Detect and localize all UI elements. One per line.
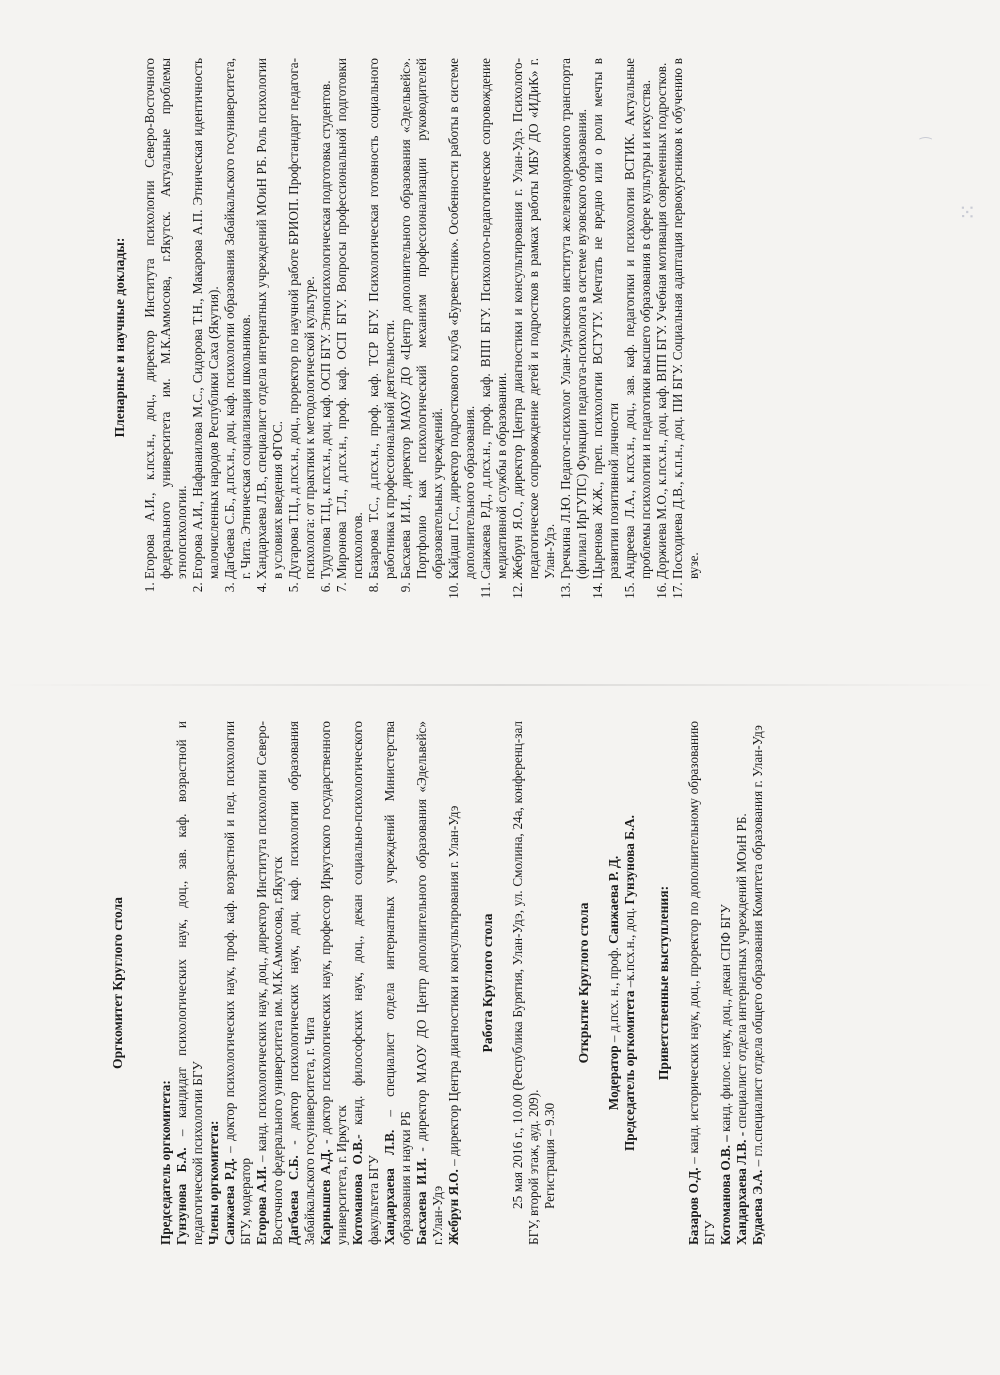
greeting-name: Базаров О.Д. (686, 1167, 701, 1245)
greeting-name: Будаева Э.А. (750, 1169, 765, 1245)
greeting-entry (718, 721, 734, 1245)
greeting-name: Котоманова О.В. – (718, 1135, 733, 1245)
member-name: Хандархаева Л.В. (382, 1129, 397, 1245)
member-name: Котоманова О.В.- (350, 1134, 365, 1245)
moderator-text: – д.псх. н., проф. (606, 947, 621, 1046)
report-item: 7. Миронова Т.Л., д.псх.н., проф. каф. ОСП БГУ. Вопросы профессиональной подготовки психологов. (334, 58, 366, 579)
member-entry (350, 721, 382, 1245)
greetings-title: Приветственные выступления: (656, 885, 671, 1081)
report-item: 14. Цыренова Ж.Ж., преп. психологии ВСГУТУ. Мечтать не вредно или о роли мечты в развитии позитивной личности (590, 58, 622, 579)
report-item: 8. Базарова Т.С., д.псх.н., проф. каф. ТСР БГУ. Психологическая готовность социального работника к профессиональной деятельности. (366, 58, 398, 579)
member-text: – директор Центра диагностики и консультирования г. Улан-Удэ (446, 805, 461, 1170)
chair-entry (174, 721, 206, 1245)
report-item: 11. Санжаева Р.Д., д.псх.н., проф. каф. ВПП БГУ. Психолого-педагогическое сопровождение медиативной службы в образовании. (478, 58, 510, 579)
report-item: 5. Дугарова Т.Ц., д.псх.н., доц., проректор по научной работе БРИОП. Профстандарт педагога-психолога: от практики к методологической культуре. (286, 58, 318, 579)
report-item: 2. Егорова А.И., Нафанаилова М.С., Сидорова Т.Н., Макарова А.П. Этническая идентичность малочисленных народов Республики Саха (Якутия). (190, 58, 222, 579)
greeting-text: канд. филос. наук, доц., декан СПФ БГУ (718, 904, 733, 1136)
reports-list (142, 58, 702, 617)
member-entry (446, 721, 462, 1245)
member-text: – канд. психологических наук, доц., директор Института психологии Северо-Восточного федерального университета им. М.К.Аммосова, г.Якутск (254, 721, 285, 1245)
member-name: Басхаева И.И. (414, 1157, 429, 1245)
work-details: 25 мая 2016 г., 10.00 (Республика Бурятия, Улан-Удэ, ул. Смолина, 24а, конференц-зал БГУ, второй этаж, ауд. 209). (510, 721, 541, 1245)
report-item: 3. Дагбаева С.Б., д.псх.н., доц. каф. психологии образования Забайкальского госуниверситета, г. Чита. Этническая социализация школьников. (222, 58, 254, 579)
member-name: Санжаева Р.Д. (222, 1158, 237, 1245)
member-name: Карнышев А.Д. (318, 1149, 333, 1245)
greeting-text: – гл.специалист отдела общего образования Комитета образования г. Улан-Удэ (750, 725, 765, 1170)
member-entry (286, 721, 318, 1245)
opening-title: Открытие Круглого стола (576, 902, 591, 1064)
moderator-name: Санжаева Р. Д. (606, 855, 621, 944)
member-entry (222, 721, 254, 1245)
moderator-line (606, 721, 622, 1245)
greeting-entry (686, 721, 718, 1245)
member-text: канд. философских наук, доц., декан социально-психологического факультета БГУ (350, 721, 381, 1245)
member-name: Дагбаева С.Б. (286, 1155, 301, 1245)
report-item: 6. Тудупова Т.Ц., к.псх.н., доц. каф. ОСП БГУ. Этнопсихологическая подготовка студентов. (318, 58, 334, 579)
greeting-text: – канд. исторических наук, доц., проректор по дополнительному образованию БГУ (686, 721, 717, 1245)
scan-speck: ⁙ (958, 200, 977, 225)
greeting-entry (734, 721, 750, 1245)
report-item: 16. Доржиева М.О., к.псх.н., доц. каф. ВПП БГУ. Учебная мотивация современных подростков. (654, 58, 670, 579)
greeting-entry (750, 721, 766, 1245)
report-item: 10. Кайдаш Г.С., директор подросткового клуба «Буревестник». Особенности работы в системе дополнительного образования. (446, 58, 478, 579)
reports-title: Пленарные и научные доклады: (112, 237, 127, 438)
greeting-name: Хандархаева Л.В. - (734, 1131, 749, 1245)
member-text: - доктор психологических наук, доц. каф. психологии образования Забайкальского госуниверситета, г. Чита (286, 721, 317, 1245)
report-item: 9. Басхаева И.И., директор МАОУ ДО «Центр дополнительного образования «Эдельвейс». Портфолио как психологический механизм профессионализации руководителей образовательных учреждений. (398, 58, 446, 579)
greeting-text: специалист отдела интернатных учреждений МОиН РБ. (734, 813, 749, 1132)
opening-chair-name: Гунзунова Б.А. (622, 815, 637, 905)
chair-text: – кандидат психологических наук, доц., зав. каф. возрастной и педагогической психологии БГУ (174, 721, 205, 1245)
work-registration: Регистрация – 9.30 (542, 1102, 557, 1209)
member-text: – доктор психологических наук, проф. каф. возрастной и пед. психологии БГУ, модератор (222, 720, 253, 1245)
report-item: 17. Посходиева Д.В., к.п.н., доц. ПИ БГУ. Социальная адаптация первокурсников к обучению в вузе. (670, 58, 702, 579)
member-entry (254, 721, 286, 1245)
member-name: Жебрун Я.О. (446, 1169, 461, 1245)
member-entry (382, 721, 414, 1245)
chair-name: Гунзунова Б.А. (174, 1147, 189, 1245)
member-text: - доктор психологических наук, профессор Иркутского государственного университета, г. Иркутск (318, 721, 349, 1245)
member-entry (318, 721, 350, 1245)
report-item: 1. Егорова А.И., к.псх.н., доц., директор Института психологии Северо-Восточного федерального университета им. М.К.Аммосова, г.Якутск. Актуальные проблемы этнопсихологии. (142, 58, 190, 579)
report-item: 4. Хандархаева Л.В., специалист отдела интернатных учреждений МОиН РБ. Роль психологии в условиях введения ФГОС. (254, 58, 286, 579)
report-item: 15. Андреева Л.А., к.псх.н., доц., зав. каф. педагогики и психологии ВСГИК. Актуальные проблемы психологии и педагогики высшего образования в сфере культуры и искусства. (622, 58, 654, 579)
opening-chair-text: –к.псх.н., доц. (622, 907, 637, 991)
chair-heading: Председатель оргкомитета: (158, 1080, 173, 1245)
report-item: 13. Гречкина Л.Ю. Педагог-психолог Улан-Удэнского института железнодорожного транспорта (филиал ИрГУПС) Функции педагога-психолога в системе вузовского образования. (558, 58, 590, 579)
moderator-label: Модератор (606, 1045, 621, 1111)
opening-chair-label: Председатель оргкомитета (622, 990, 637, 1151)
opening-chair-line (622, 721, 638, 1245)
pen-mark: ⁀ (920, 139, 932, 154)
orgcommittee-title: Оргкомитет Круглого стола (110, 897, 125, 1069)
orgcommittee-panel (0, 685, 1000, 1375)
reports-panel (0, 0, 1000, 687)
member-name: Егорова А.И. (254, 1166, 269, 1245)
members-heading: Члены оргкомитета: (206, 1120, 221, 1245)
member-text: – специалист отдела интернатных учреждений Министерства образования и науки РБ (382, 721, 413, 1245)
work-title: Работа Круглого стола (480, 913, 495, 1053)
member-text: - директор МАОУ ДО Центр дополнительного образования «Эдельвейс» г.Улан-Удэ (414, 720, 445, 1245)
report-item: 12. Жебрун Я.О., директор Центра диагностики и консультирования г. Улан-Удэ. Психолого- педагогическое сопровождение детей и подростков в рамках работы МБУ ДО «ИДиК» г. Улан-Удэ. (510, 58, 558, 579)
member-entry (414, 721, 446, 1245)
